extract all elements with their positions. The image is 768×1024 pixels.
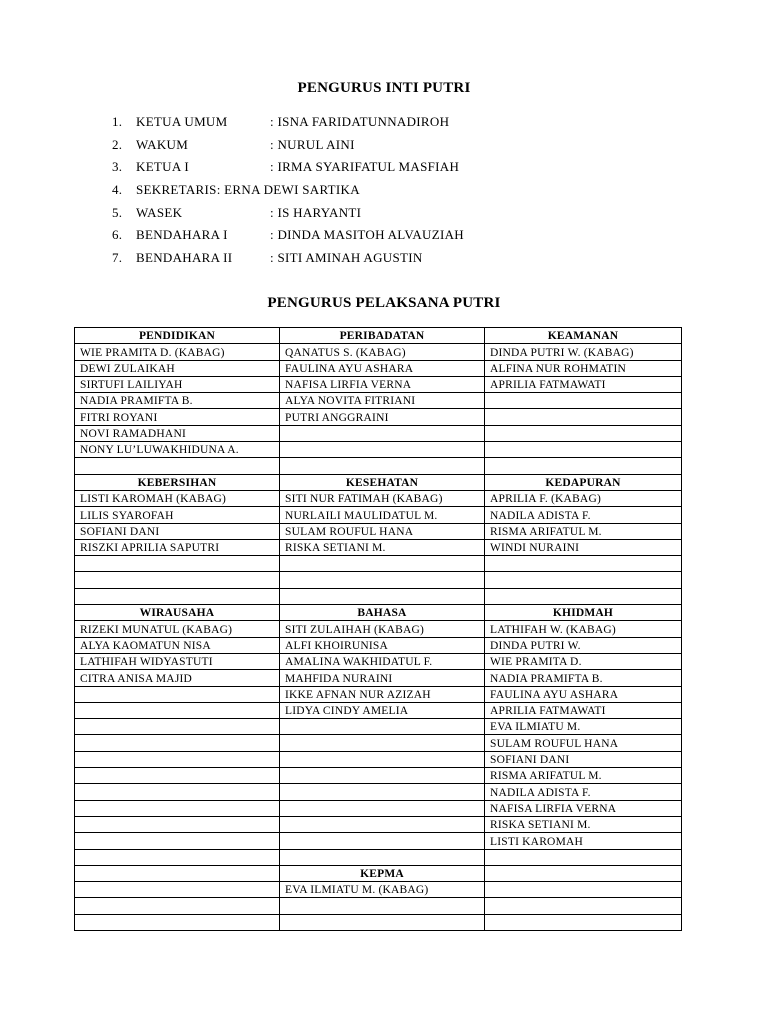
member-cell: RISMA ARIFATUL M.	[485, 523, 682, 539]
member-cell	[485, 588, 682, 604]
member-cell: RISKA SETIANI M.	[485, 816, 682, 832]
table-row	[75, 621, 682, 637]
table-row	[75, 735, 682, 751]
table-row	[75, 442, 682, 458]
division-header-row	[75, 865, 682, 881]
table-row	[75, 409, 682, 425]
table-row	[75, 653, 682, 669]
member-cell: LISTI KAROMAH (KABAG)	[75, 490, 280, 506]
table-row	[75, 833, 682, 849]
member-cell: RISKA SETIANI M.	[280, 539, 485, 555]
member-cell	[280, 800, 485, 816]
member-cell: NADIA PRAMIFTA B.	[485, 670, 682, 686]
table-row	[75, 702, 682, 718]
table-row	[75, 719, 682, 735]
member-cell	[75, 833, 280, 849]
member-cell	[280, 816, 485, 832]
member-cell: ALYA KAOMATUN NISA	[75, 637, 280, 653]
member-cell	[75, 882, 280, 898]
member-cell	[75, 816, 280, 832]
core-officer-item	[112, 249, 464, 272]
division-header: BAHASA	[280, 605, 485, 621]
member-cell: SIRTUFI LAILIYAH	[75, 376, 280, 392]
member-cell	[485, 572, 682, 588]
member-cell	[280, 914, 485, 930]
division-header: PENDIDIKAN	[75, 328, 280, 344]
division-header-row	[75, 328, 682, 344]
member-cell: APRILIA F. (KABAG)	[485, 490, 682, 506]
member-cell	[280, 556, 485, 572]
member-cell	[485, 914, 682, 930]
member-cell: FITRI ROYANI	[75, 409, 280, 425]
member-cell: NADILA ADISTA F.	[485, 784, 682, 800]
core-officer-item	[112, 113, 464, 136]
member-cell: FAULINA AYU ASHARA	[280, 360, 485, 376]
table-row	[75, 768, 682, 784]
division-header: KHIDMAH	[485, 605, 682, 621]
member-cell: NADIA PRAMIFTA B.	[75, 393, 280, 409]
member-cell	[75, 556, 280, 572]
division-header: KEAMANAN	[485, 328, 682, 344]
item-number: 2.	[112, 136, 123, 152]
member-cell	[75, 898, 280, 914]
member-cell	[75, 735, 280, 751]
officer-name: : NURUL AINI	[270, 136, 355, 152]
member-cell	[485, 898, 682, 914]
table-row	[75, 588, 682, 604]
core-officer-list	[112, 113, 464, 272]
member-cell: LILIS SYAROFAH	[75, 507, 280, 523]
member-cell	[485, 425, 682, 441]
officer-role: BENDAHARA I	[136, 227, 228, 243]
member-cell	[280, 442, 485, 458]
table-row	[75, 458, 682, 474]
member-cell: APRILIA FATMAWATI	[485, 376, 682, 392]
division-header-row	[75, 474, 682, 490]
table-row	[75, 882, 682, 898]
table-row	[75, 914, 682, 930]
core-officer-item	[112, 136, 464, 159]
member-cell	[280, 458, 485, 474]
member-cell	[75, 458, 280, 474]
member-cell	[485, 882, 682, 898]
member-cell: EVA ILMIATU M.	[485, 719, 682, 735]
table-row	[75, 507, 682, 523]
member-cell: LATHIFAH WIDYASTUTI	[75, 653, 280, 669]
title-pengurus-inti: PENGURUS INTI PUTRI	[297, 80, 471, 96]
item-number: 4.	[112, 182, 123, 198]
member-cell	[75, 914, 280, 930]
table-row	[75, 898, 682, 914]
table-row	[75, 686, 682, 702]
division-header: PERIBADATAN	[280, 328, 485, 344]
member-cell: LIDYA CINDY AMELIA	[280, 702, 485, 718]
member-cell	[485, 556, 682, 572]
member-cell	[75, 768, 280, 784]
division-header: KESEHATAN	[280, 474, 485, 490]
officer-role: WASEK	[136, 204, 183, 220]
member-cell: EVA ILMIATU M. (KABAG)	[280, 882, 485, 898]
division-header: KEDAPURAN	[485, 474, 682, 490]
division-header: KEBERSIHAN	[75, 474, 280, 490]
table-row	[75, 344, 682, 360]
table-row	[75, 849, 682, 865]
table-row	[75, 556, 682, 572]
table-row	[75, 751, 682, 767]
officer-role: WAKUM	[136, 136, 189, 152]
member-cell: NADILA ADISTA F.	[485, 507, 682, 523]
officer-role: KETUA I	[136, 159, 190, 175]
member-cell	[280, 735, 485, 751]
member-cell	[280, 898, 485, 914]
member-cell: LISTI KAROMAH	[485, 833, 682, 849]
officer-role: KETUA UMUM	[136, 114, 228, 129]
member-cell	[280, 849, 485, 865]
member-cell: WIE PRAMITA D. (KABAG)	[75, 344, 280, 360]
member-cell	[75, 702, 280, 718]
officer-name: : ERNA DEWI SARTIKA	[216, 182, 360, 198]
member-cell	[75, 686, 280, 702]
officer-role: BENDAHARA II	[136, 250, 233, 266]
member-cell: RIZEKI MUNATUL (KABAG)	[75, 621, 280, 637]
member-cell: PUTRI ANGGRAINI	[280, 409, 485, 425]
member-cell: SITI NUR FATIMAH (KABAG)	[280, 490, 485, 506]
table-row	[75, 816, 682, 832]
core-officer-item	[112, 226, 464, 249]
member-cell: DINDA PUTRI W.	[485, 637, 682, 653]
member-cell	[280, 425, 485, 441]
item-number: 1.	[112, 114, 123, 129]
member-cell	[485, 409, 682, 425]
title-pengurus-pelaksana: PENGURUS PELAKSANA PUTRI	[267, 295, 501, 311]
member-cell	[485, 442, 682, 458]
member-cell	[280, 751, 485, 767]
member-cell: RISMA ARIFATUL M.	[485, 768, 682, 784]
table-row	[75, 376, 682, 392]
member-cell	[280, 784, 485, 800]
officer-name: : ISNA FARIDATUNNADIROH	[270, 114, 450, 129]
member-cell	[75, 751, 280, 767]
member-cell	[485, 849, 682, 865]
division-header-row	[75, 605, 682, 621]
member-cell: FAULINA AYU ASHARA	[485, 686, 682, 702]
officer-name: : SITI AMINAH AGUSTIN	[270, 250, 423, 266]
member-cell	[75, 800, 280, 816]
member-cell: IKKE AFNAN NUR AZIZAH	[280, 686, 485, 702]
item-number: 3.	[112, 159, 123, 175]
officer-name: : DINDA MASITOH ALVAUZIAH	[270, 227, 464, 243]
member-cell: NAFISA LIRFIA VERNA	[280, 376, 485, 392]
member-cell: NONY LU’LUWAKHIDUNA A.	[75, 442, 280, 458]
division-header: WIRAUSAHA	[75, 605, 280, 621]
member-cell: ALYA NOVITA FITRIANI	[280, 393, 485, 409]
member-cell: NURLAILI MAULIDATUL M.	[280, 507, 485, 523]
member-cell: WIE PRAMITA D.	[485, 653, 682, 669]
item-number: 5.	[112, 204, 123, 220]
table-row	[75, 490, 682, 506]
member-cell: QANATUS S. (KABAG)	[280, 344, 485, 360]
table-row	[75, 784, 682, 800]
table-row	[75, 637, 682, 653]
item-number: 7.	[112, 250, 123, 266]
member-cell: SITI ZULAIHAH (KABAG)	[280, 621, 485, 637]
table-row	[75, 393, 682, 409]
member-cell: APRILIA FATMAWATI	[485, 702, 682, 718]
member-cell: NAFISA LIRFIA VERNA	[485, 800, 682, 816]
member-cell: SOFIANI DANI	[75, 523, 280, 539]
officer-role: SEKRETARIS	[136, 182, 217, 198]
core-officer-item	[112, 181, 464, 204]
member-cell	[485, 458, 682, 474]
division-header: KEPMA	[280, 865, 485, 881]
member-cell	[75, 849, 280, 865]
member-cell	[75, 719, 280, 735]
member-cell	[75, 588, 280, 604]
officer-name: : IRMA SYARIFATUL MASFIAH	[270, 159, 460, 175]
member-cell: ALFI KHOIRUNISA	[280, 637, 485, 653]
member-cell: MAHFIDA NURAINI	[280, 670, 485, 686]
table-row	[75, 360, 682, 376]
member-cell: SULAM ROUFUL HANA	[485, 735, 682, 751]
member-cell: ALFINA NUR ROHMATIN	[485, 360, 682, 376]
item-number: 6.	[112, 227, 123, 243]
table-row	[75, 670, 682, 686]
table-row	[75, 800, 682, 816]
division-header	[485, 865, 682, 881]
member-cell	[280, 572, 485, 588]
table-row	[75, 572, 682, 588]
officer-name: : IS HARYANTI	[270, 204, 362, 220]
member-cell: DINDA PUTRI W. (KABAG)	[485, 344, 682, 360]
member-cell	[280, 588, 485, 604]
division-table	[74, 327, 682, 931]
member-cell: LATHIFAH W. (KABAG)	[485, 621, 682, 637]
member-cell	[280, 833, 485, 849]
member-cell: DEWI ZULAIKAH	[75, 360, 280, 376]
member-cell: CITRA ANISA MAJID	[75, 670, 280, 686]
member-cell	[485, 393, 682, 409]
member-cell: RISZKI APRILIA SAPUTRI	[75, 539, 280, 555]
member-cell	[75, 784, 280, 800]
member-cell	[280, 768, 485, 784]
division-header	[75, 865, 280, 881]
member-cell: WINDI NURAINI	[485, 539, 682, 555]
table-row	[75, 425, 682, 441]
core-officer-item	[112, 158, 464, 181]
member-cell: SOFIANI DANI	[485, 751, 682, 767]
member-cell	[75, 572, 280, 588]
table-row	[75, 539, 682, 555]
core-officer-item	[112, 204, 464, 227]
member-cell	[280, 719, 485, 735]
member-cell: SULAM ROUFUL HANA	[280, 523, 485, 539]
member-cell: AMALINA WAKHIDATUL F.	[280, 653, 485, 669]
member-cell: NOVI RAMADHANI	[75, 425, 280, 441]
table-row	[75, 523, 682, 539]
